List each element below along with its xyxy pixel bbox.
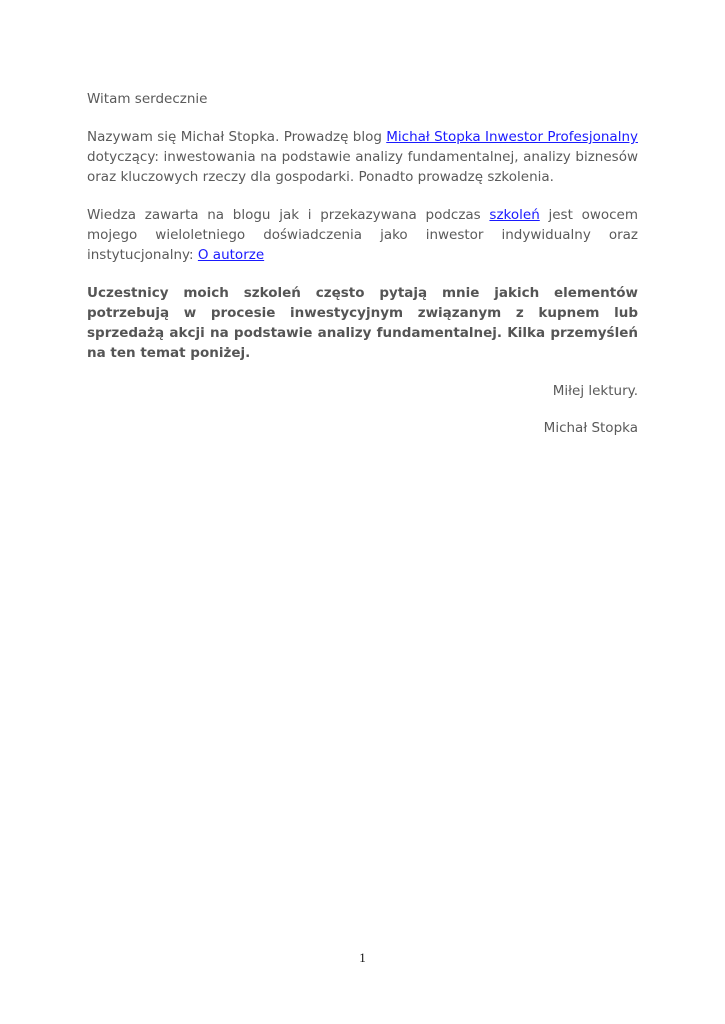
knowledge-paragraph (87, 205, 638, 265)
signature: Michał Stopka (543, 420, 638, 436)
knowledge-text-start: Wiedza zawarta na blogu jak i przekazywana podczas (87, 207, 490, 223)
knowledge-text-middle: jest owocem mojego wieloletniego doświadczenia jako inwestor indywidualny oraz instytucjonalny: (87, 207, 639, 263)
document-body (87, 89, 638, 438)
greeting: Witam serdecznie (87, 91, 208, 107)
intro-paragraph (87, 127, 638, 187)
page-number: 1 (359, 950, 366, 965)
about-author-link[interactable]: O autorze (197, 247, 265, 263)
trainings-link[interactable]: szkoleń (489, 207, 540, 223)
blog-link[interactable]: Michał Stopka Inwestor Profesjonalny (386, 129, 638, 145)
closing-wish: Miłej lektury. (552, 383, 638, 399)
intro-text-end: dotyczący: inwestowania na podstawie analizy fundamentalnej, analizy biznesów oraz kluczowych rzeczy dla gospodarki. Ponadto prowadzę szkolenia. (87, 149, 638, 185)
bold-paragraph: Uczestnicy moich szkoleń często pytają mnie jakich elementów potrzebują w procesie inwestycyjnym związanym z kupnem lub sprzedażą akcji na podstawie analizy fundamentalnej. Kilka przemyśleń na ten temat poniżej. (87, 285, 638, 361)
intro-text-start: Nazywam się Michał Stopka. Prowadzę blog (87, 129, 387, 145)
